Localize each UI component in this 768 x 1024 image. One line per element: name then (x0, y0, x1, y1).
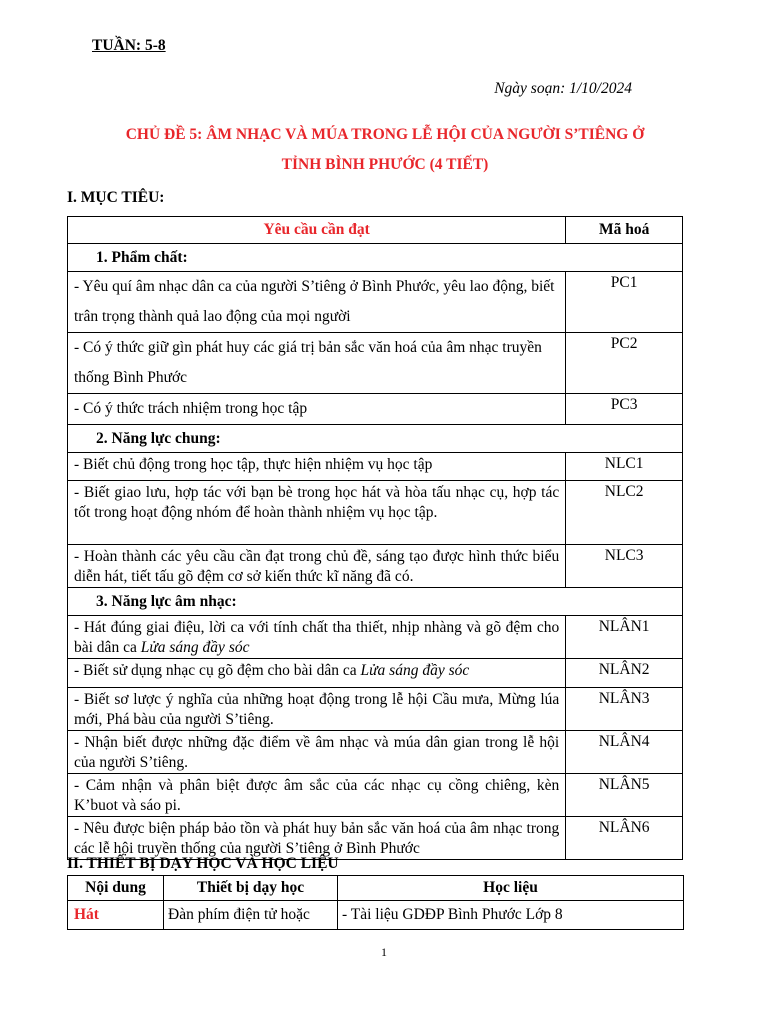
song-title: Lửa sáng đầy sóc (360, 662, 470, 679)
table-row (68, 272, 683, 333)
materials-cell: - Tài liệu GDĐP Bình Phước Lớp 8 (338, 901, 684, 930)
requirement-text: - Nêu được biện pháp bảo tồn và phát huy bản sắc văn hoá của âm nhạc trong các lễ hội truyền thống của người S’tiêng ở Bình Phước (68, 817, 566, 860)
requirement-code: NLÂN5 (566, 774, 683, 817)
table-row (68, 817, 683, 860)
requirement-code: NLÂN2 (566, 659, 683, 688)
requirement-code: NLÂN1 (566, 616, 683, 659)
topic-title (90, 120, 680, 180)
section1-title: I. MỤC TIÊU: (67, 189, 165, 206)
requirement-code: PC2 (566, 333, 683, 394)
requirement-code: NLÂN6 (566, 817, 683, 860)
requirement-code: NLC3 (566, 545, 683, 588)
col-code-header: Mã hoá (566, 217, 683, 244)
requirement-text: - Cảm nhận và phân biệt được âm sắc của các nhạc cụ cồng chiêng, kèn K’buot và sáo pi. (68, 774, 566, 817)
topic-title-line2: TỈNH BÌNH PHƯỚC (4 TIẾT) (281, 156, 489, 173)
requirement-code: NLC1 (566, 453, 683, 481)
col-requirement-header: Yêu cầu cần đạt (68, 217, 566, 244)
table-row (68, 333, 683, 394)
table-row (68, 688, 683, 731)
content-cell: Hát (68, 901, 164, 930)
requirement-text: - Biết sơ lược ý nghĩa của những hoạt động trong lễ hội Cầu mưa, Mừng lúa mới, Phá bàu của người S’tiêng. (68, 688, 566, 731)
objectives-header-row (68, 217, 683, 244)
equipment-cell: Đàn phím điện tử hoặc (164, 901, 338, 930)
week-label: TUẦN: 5-8 (92, 37, 166, 54)
requirement-code: PC1 (566, 272, 683, 333)
requirement-text: - Có ý thức trách nhiệm trong học tập (68, 394, 566, 425)
group-title: 1. Phẩm chất: (68, 244, 683, 272)
table-row (68, 774, 683, 817)
requirement-text: - Có ý thức giữ gìn phát huy các giá trị bản sắc văn hoá của âm nhạc truyền thống Bình Phước (68, 333, 566, 394)
date-label: Ngày soạn: 1/10/2024 (494, 80, 632, 97)
page-number: 1 (381, 945, 387, 959)
requirement-text: - Yêu quí âm nhạc dân ca của người S’tiêng ở Bình Phước, yêu lao động, biết trân trọng thành quả lao động của mọi người (68, 272, 566, 333)
table-row (68, 616, 683, 659)
table-row (68, 453, 683, 481)
requirement-code: PC3 (566, 394, 683, 425)
table-row (68, 659, 683, 688)
col-materials-header: Học liệu (338, 876, 684, 901)
table-row (68, 481, 683, 545)
requirement-code: NLC2 (566, 481, 683, 545)
table-row (68, 394, 683, 425)
equipment-header-row (68, 876, 684, 901)
requirement-text: - Biết giao lưu, hợp tác với bạn bè trong học hát và hòa tấu nhạc cụ, hợp tác tốt trong hoạt động nhóm để hoàn thành nhiệm vụ học tập. (68, 481, 566, 545)
col-content-header: Nội dung (68, 876, 164, 901)
requirement-text: - Hát đúng giai điệu, lời ca với tính chất tha thiết, nhịp nhàng và gõ đệm cho bài dân ca Lửa sáng đầy sóc (68, 616, 566, 659)
section2-title: II. THIẾT BỊ DẠY HỌC VÀ HỌC LIỆU (67, 855, 339, 872)
equipment-table (67, 875, 684, 930)
requirement-text: - Hoàn thành các yêu cầu cần đạt trong chủ đề, sáng tạo được hình thức biểu diễn hát, tiết tấu gõ đệm cơ sở kiến thức kĩ năng đã có. (68, 545, 566, 588)
group-title: 3. Năng lực âm nhạc: (68, 588, 683, 616)
song-title: Lửa sáng đầy sóc (140, 639, 250, 656)
table-row (68, 901, 684, 930)
requirement-text: - Biết chủ động trong học tập, thực hiện nhiệm vụ học tập (68, 453, 566, 481)
col-equipment-header: Thiết bị dạy học (164, 876, 338, 901)
table-row (68, 731, 683, 774)
topic-title-line1: CHỦ ĐỀ 5: ÂM NHẠC VÀ MÚA TRONG LỄ HỘI CỦA NGƯỜI S’TIÊNG Ở (125, 126, 645, 143)
requirement-text: - Biết sử dụng nhạc cụ gõ đệm cho bài dân ca Lửa sáng đầy sóc (68, 659, 566, 688)
requirement-code: NLÂN4 (566, 731, 683, 774)
requirement-text: - Nhận biết được những đặc điểm về âm nhạc và múa dân gian trong lễ hội của người S’tiêng. (68, 731, 566, 774)
table-row (68, 545, 683, 588)
objectives-table (67, 216, 683, 860)
group-title: 2. Năng lực chung: (68, 425, 683, 453)
requirement-code: NLÂN3 (566, 688, 683, 731)
